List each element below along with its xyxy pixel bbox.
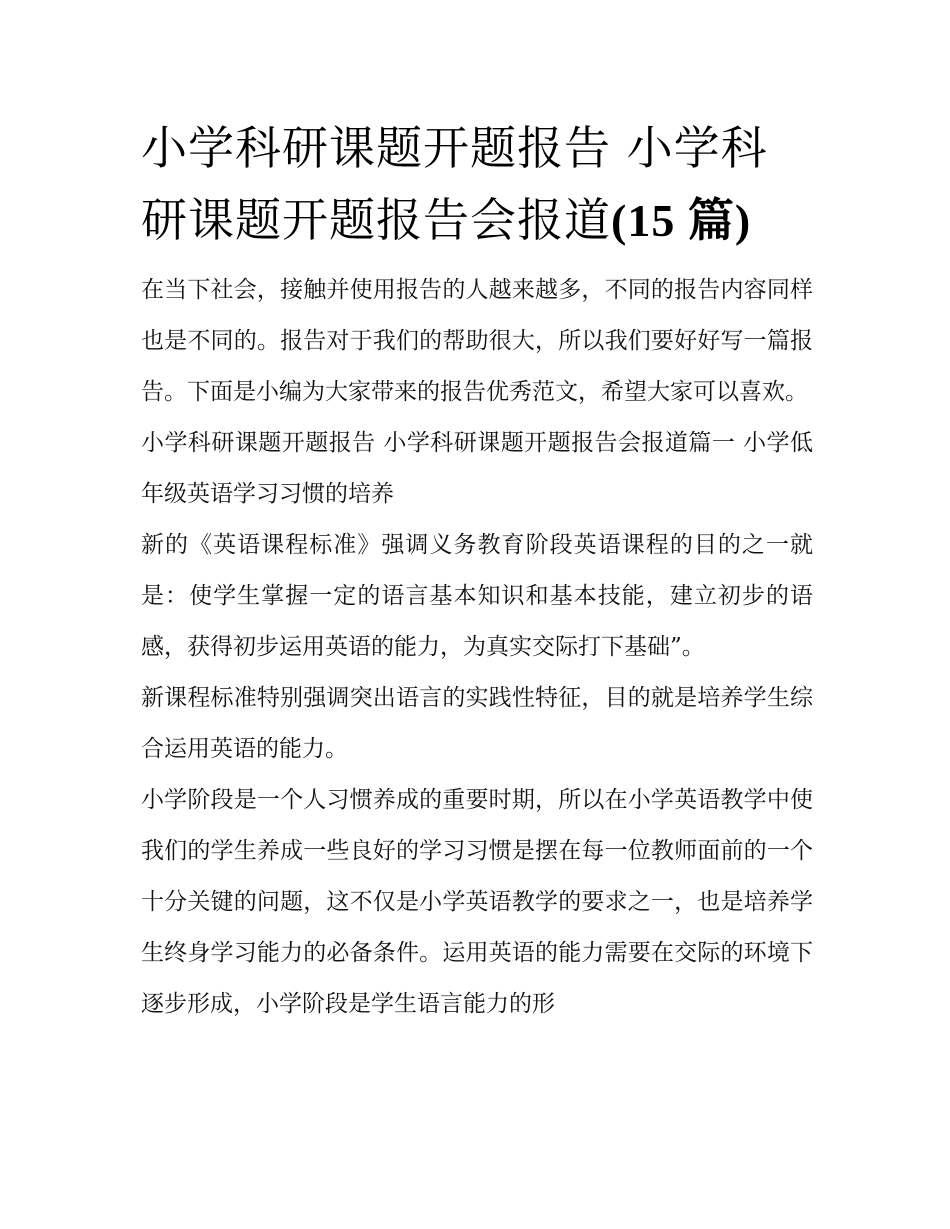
body-paragraph: 新的《英语课程标准》强调义务教育阶段英语课程的目的之一就是：使学生掌握一定的语言基本知识和基本技能，建立初步的语感，获得初步运用英语的能力，为真实交际打下基础”。 bbox=[141, 532, 813, 660]
body-paragraph: 小学阶段是一个人习惯养成的重要时期，所以在小学英语教学中使我们的学生养成一些良好的学习习惯是摆在每一位教师面前的一个十分关键的问题，这不仅是小学英语教学的要求之一，也是培养学生终身学习能力的必备条件。运用英语的能力需要在交际的环境下逐步形成，小学阶段是学生语言能力的形 bbox=[141, 787, 813, 1017]
document-body bbox=[141, 112, 813, 1030]
title-count: (15 篇) bbox=[611, 195, 752, 246]
body-paragraph: 新课程标准特别强调突出语言的实践性特征，目的就是培养学生综合运用英语的能力。 bbox=[141, 685, 813, 762]
title-text: 小学科研课题开题报告 小学科研课题开题报告会报道 bbox=[141, 121, 768, 247]
document-title bbox=[141, 112, 813, 257]
intro-paragraph: 在当下社会，接触并使用报告的人越来越多，不同的报告内容同样也是不同的。报告对于我们的帮助很大，所以我们要好好写一篇报告。下面是小编为大家带来的报告优秀范文，希望大家可以喜欢。 bbox=[141, 277, 813, 405]
section-heading: 小学科研课题开题报告 小学科研课题开题报告会报道篇一 小学低年级英语学习习惯的培养 bbox=[141, 430, 813, 507]
